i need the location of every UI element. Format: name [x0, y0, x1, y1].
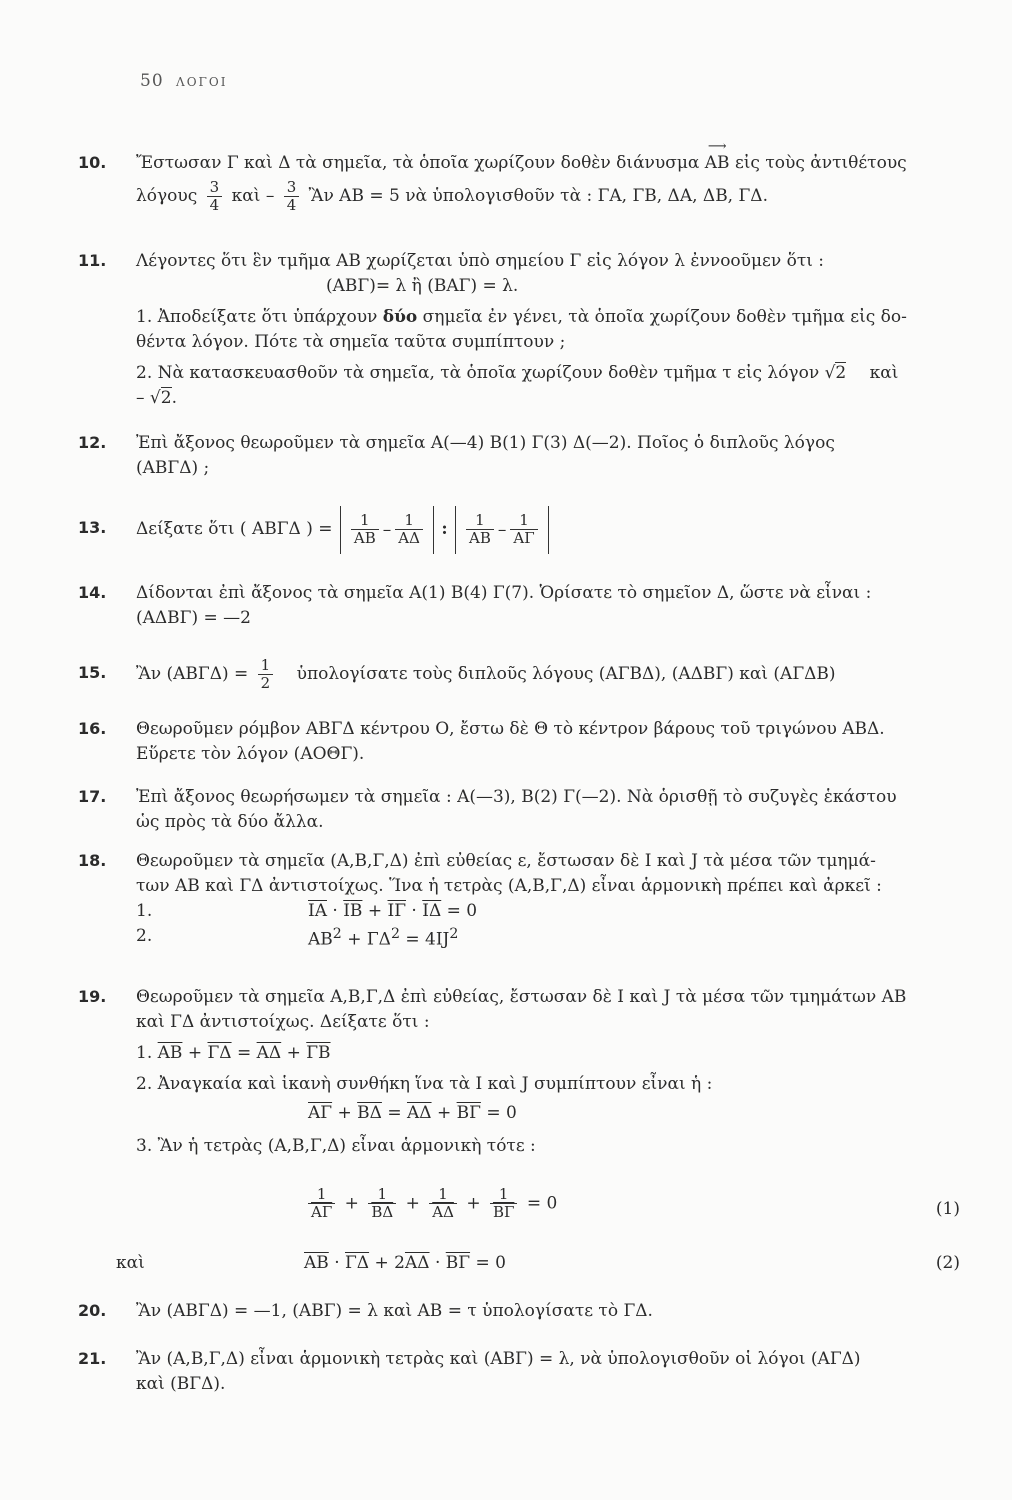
exercise-number: 17. [78, 787, 107, 806]
exercise-15: 15. Ἂν (ΑΒΓΔ) = $\frac{1}{2}$ ὑπολογίσατε τοὺς διπλοῦς λόγους (ΑΓΒΔ), (ΑΔΒΓ) καὶ (ΑΓΔΒ) [78, 655, 836, 692]
exercise-line: – √2. [136, 388, 177, 408]
bracket-expression: $\frac{1}{AB}$ – $\frac{1}{A\Gamma}$ [455, 506, 549, 554]
exercise-19: 19. Θεωροῦμεν τὰ σημεῖα Α,Β,Γ,Δ ἐπὶ εὐθείας, ἔστωσαν δὲ Ι καὶ J τὰ μέσα τῶν τμημάτων ΑΒ καὶ ΓΔ ἀντιστοίχως. Δείξατε ὅτι : 1. $\overline{AB} + \overline{\Gamma\Delta} = \overline{A\Delta} + \overline{\Gamma B}$ 2. Ἀναγκαία καὶ ἱκανὴ συνθήκη ἵνα τὰ Ι καὶ J συμπίπτουν εἶναι ἡ : $\overline{A\Gamma} + \overline{B\Delta} = \overline{A\Delta} + \overline{B\Gamma} = 0$ 3. Ἂν ἡ τετρὰς (Α,Β,Γ,Δ) εἶναι ἁρμονικὴ τότε : $\frac{1}{A\Gamma}$ + $\frac{1}{B\Delta}$ + $\frac{1}{A\Delta}$ + $\frac{1}{B\Gamma}$ = 0 (1) καὶ $\overline{AB} \cdot \overline{\Gamma\Delta} + 2\overline{A\Delta} \cdot \overline{B\Gamma} = 0$ (2) [78, 986, 960, 1160]
exercise-line: Ἔστωσαν Γ καὶ Δ τὰ σημεῖα, τὰ ὁποῖα χωρίζουν δοθὲν διάνυσμα ⟶ ΑΒ εἰς τοὺς ἀντιθέτους [136, 152, 960, 177]
arrow-icon: ⟶ [707, 139, 727, 154]
exercise-number: 14. [78, 583, 107, 602]
vector-ab: ⟶ ΑΒ [704, 139, 730, 173]
exercise-line: 2. Νὰ κατασκευασθοῦν τὰ σημεῖα, τὰ ὁποῖα χωρίζουν δοθὲν τμῆμα τ εἰς λόγον √2 καὶ [136, 363, 899, 383]
exercise-number: 21. [78, 1349, 107, 1368]
exercise-16: 16. Θεωροῦμεν ρόμβον ΑΒΓΔ κέντρου Ο, ἔστω δὲ Θ τὸ κέντρον βάρους τοῦ τριγώνου ΑΒΔ. Εὕρετε τὸν λόγον (ΑΟΘΓ). [78, 719, 885, 764]
exercise-13: 13. Δείξατε ὅτι ( ΑΒΓΔ ) = $\frac{1}{AB}$ – $\frac{1}{A\Delta}$ : $\frac{1}{AB}$ – $\frac{1}{A\Gamma}$ [78, 505, 960, 554]
equation-tag: (2) [935, 1253, 960, 1273]
running-title: ΛΟΓΟΙ [176, 75, 228, 89]
fraction: $\frac{3}{4}$ [284, 179, 300, 215]
exercise-11: 11. Λέγοντες ὅτι ἓν τμῆμα ΑΒ χωρίζεται ὑπὸ σημείου Γ εἰς λόγον λ ἐννοοῦμεν ὅτι : (ΑΒΓ)= λ ἢ (ΒΑΓ) = λ. 1. Ἀποδείξατε ὅτι ὑπάρχουν δύο σημεῖα ἐν γένει, τὰ ὁποῖα χωρίζουν δοθὲν τμῆμα εἰς δο- θέντα λόγον. Πότε τὰ σημεῖα ταῦτα συμπίπτουν ; 2. Νὰ κατασκευασθοῦν τὰ σημεῖα, τὰ ὁποῖα χωρίζουν δοθὲν τμῆμα τ εἰς λόγον √2 καὶ – √2. [78, 250, 960, 412]
exercise-17: 17. Ἐπὶ ἄξονος θεωρήσωμεν τὰ σημεῖα : Α(—3), Β(2) Γ(—2). Νὰ ὁρισθῇ τὸ συζυγὲς ἑκάστου ὡς πρὸς τὰ δύο ἄλλα. [78, 787, 897, 832]
identity-1: 1. $\overline{AB} + \overline{\Gamma\Delta} = \overline{A\Delta} + \overline{\Gamma B}$ [136, 1043, 331, 1063]
condition-1: 1. $\overline{IA} \cdot \overline{IB} + \overline{I\Gamma} \cdot \overline{I\Delta} = 0$ [136, 901, 478, 921]
exercise-number: 15. [78, 663, 107, 682]
exercise-12: 12. Ἐπὶ ἄξονος θεωροῦμεν τὰ σημεῖα Α(—4) Β(1) Γ(3) Δ(—2). Ποῖος ὁ διπλοῦς λόγος (ΑΒΓΔ) ; [78, 433, 835, 478]
sqrt-symbol: √ [149, 388, 161, 408]
exercise-number: 19. [78, 987, 107, 1006]
bracket-expression: $\frac{1}{AB}$ – $\frac{1}{A\Delta}$ [340, 506, 434, 554]
sqrt-symbol: √ [824, 363, 836, 383]
exercise-number: 13. [78, 518, 107, 537]
identity-2: $\overline{A\Gamma} + \overline{B\Delta} = \overline{A\Delta} + \overline{B\Gamma} = 0$ [308, 1103, 517, 1123]
exercise-number: 12. [78, 433, 107, 452]
exercise-line: λόγους $\frac{3}{4}$ καὶ – $\frac{3}{4}$ Ἂν ΑΒ = 5 νὰ ὑπολογισθοῦν τὰ : ΓΑ, ΓΒ, ΔΑ, ΔΒ, ΓΔ. [136, 177, 768, 214]
fraction: $\frac{3}{4}$ [207, 179, 223, 215]
exercise-21: 21. Ἂν (Α,Β,Γ,Δ) εἶναι ἁρμονικὴ τετρὰς καὶ (ΑΒΓ) = λ, νὰ ὑπολογισθοῦν οἱ λόγοι (ΑΓΔ) καὶ (ΒΓΔ). [78, 1349, 861, 1394]
exercise-number: 20. [78, 1301, 107, 1320]
exercise-14: 14. Δίδονται ἐπὶ ἄξονος τὰ σημεῖα Α(1) Β(4) Γ(7). Ὁρίσατε τὸ σημεῖον Δ, ὥστε νὰ εἶναι : (ΑΔΒΓ) = —2 [78, 583, 872, 628]
equation-1: $\frac{1}{A\Gamma}$ + $\frac{1}{B\Delta}$ + $\frac{1}{A\Delta}$ + $\frac{1}{B\Gamma}$ = 0 (1) [136, 1186, 960, 1236]
condition-2: 2. $AB^2 + \Gamma\Delta^2 = 4IJ^2$ [136, 926, 459, 950]
exercise-18: 18. Θεωροῦμεν τὰ σημεῖα (Α,Β,Γ,Δ) ἐπὶ εὐθείας ε, ἔστωσαν δὲ Ι καὶ J τὰ μέσα τῶν τμημά- των ΑΒ καὶ ΓΔ ἀντιστοίχως. Ἵνα ἡ τετρὰς (Α,Β,Γ,Δ) εἶναι ἁρμονικὴ πρέπει καὶ ἀρκεῖ : 1. $\overline{IA} \cdot \overline{IB} + \overline{I\Gamma} \cdot \overline{I\Delta} = 0$ 2. $AB^2 + \Gamma\Delta^2 = 4IJ^2$ [78, 850, 960, 950]
exercise-line: 1. Ἀποδείξατε ὅτι ὑπάρχουν δύο σημεῖα ἐν γένει, τὰ ὁποῖα χωρίζουν δοθὲν τμῆμα εἰς δο- [136, 307, 907, 327]
exercise-number: 10. [78, 153, 107, 172]
exercise-10 [78, 139, 960, 215]
page-header [140, 70, 227, 94]
page-number: 50 [140, 71, 164, 91]
equation-tag: (1) [935, 1199, 960, 1219]
exercise-number: 11. [78, 251, 107, 270]
exercise-number: 16. [78, 719, 107, 738]
exercise-20: 20. Ἂν (ΑΒΓΔ) = —1, (ΑΒΓ) = λ καὶ ΑΒ = τ ὑπολογίσατε τὸ ΓΔ. [78, 1301, 653, 1321]
fraction: $\frac{1}{2}$ [258, 657, 274, 693]
equation-2: καὶ $\overline{AB} \cdot \overline{\Gamma\Delta} + 2\overline{A\Delta} \cdot \overline{B\Gamma} = 0$ (2) [136, 1252, 960, 1278]
exercise-number: 18. [78, 851, 107, 870]
